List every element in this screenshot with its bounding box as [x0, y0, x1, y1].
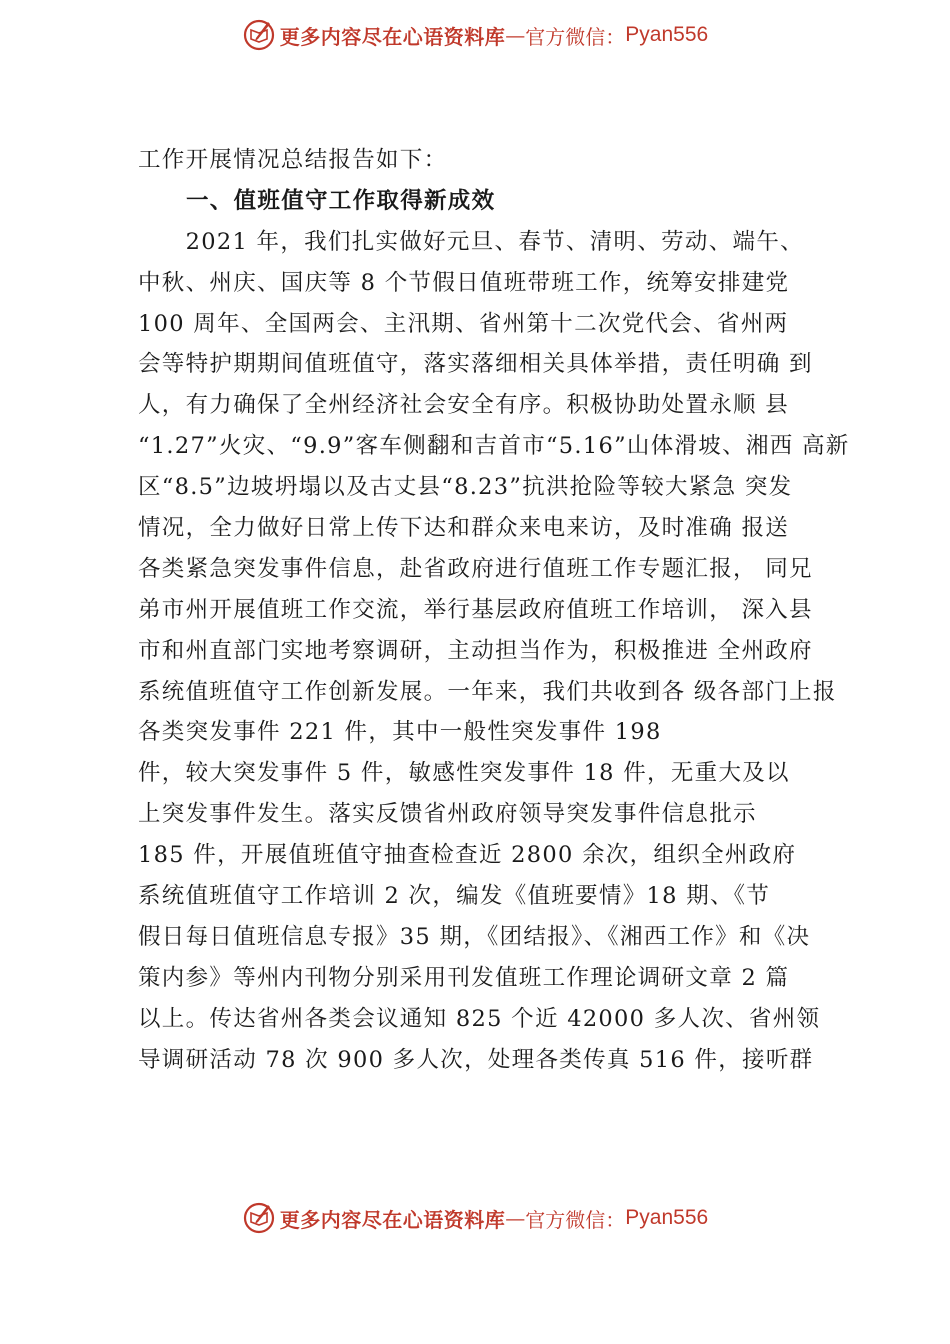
watermark-header: [0, 15, 950, 55]
paragraph-line: 会等特护期期间值班值守，落实落细相关具体举措，责任明确 到: [138, 351, 813, 378]
paragraph-line: 情况，全力做好日常上传下达和群众来电来访，及时准确 报送: [138, 515, 790, 542]
paragraph-line: 系统值班值守工作培训 2 次，编发《值班要情》18 期、《节: [138, 883, 771, 910]
watermark-wechat-id: Pyan556: [625, 1206, 709, 1229]
paragraph-line: 人，有力确保了全州经济社会安全有序。积极协助处置永顺 县: [138, 392, 790, 419]
section-heading: 一、值班值守工作取得新成效: [186, 187, 496, 214]
watermark-separator: —: [505, 23, 526, 47]
paragraph-line: 弟市州开展值班工作交流，举行基层政府值班工作培训， 深入县: [138, 596, 813, 623]
paragraph-line: 件，较大突发事件 5 件，敏感性突发事件 18 件，无重大及以: [138, 760, 790, 787]
paragraph-line: 各类突发事件 221 件，其中一般性突发事件 198: [138, 719, 662, 746]
watermark-wechat-label: 官方微信：: [525, 24, 626, 49]
watermark-separator: —: [505, 1206, 526, 1230]
paragraph-line: 工作开展情况总结报告如下：: [138, 147, 448, 173]
paragraph-line: 185 件，开展值班值守抽查检查近 2800 余次，组织全州政府: [138, 842, 797, 869]
book-quill-logo-icon: [242, 18, 276, 52]
paragraph-line: 2021 年，我们扎实做好元旦、春节、清明、劳动、端午、: [138, 228, 804, 255]
document-body: [138, 140, 858, 1080]
paragraph-line: 系统值班值守工作创新发展。一年来，我们共收到各 级各部门上报: [138, 678, 837, 705]
watermark-wechat-label: 官方微信：: [525, 1207, 626, 1232]
paragraph-line: 市和州直部门实地考察调研，主动担当作为，积极推进 全州政府: [138, 637, 813, 664]
paragraph-line: 假日每日值班信息专报》35 期，《团结报》、《湘西工作》和《决: [138, 923, 811, 950]
paragraph-line: “1.27”火灾、“9.9”客车侧翻和吉首市“5.16”山体滑坡、湘西 高新: [138, 433, 850, 460]
paragraph-line: 策内参》等州内刊物分别采用刊发值班工作理论调研文章 2 篇: [138, 964, 790, 991]
watermark-footer: [0, 1198, 950, 1238]
watermark-site-text: 更多内容尽在心语资料库: [279, 24, 506, 49]
paragraph-line: 各类紧急突发事件信息，赴省政府进行值班工作专题汇报， 同兄: [138, 555, 813, 582]
paragraph-line: 导调研活动 78 次 900 多人次，处理各类传真 516 件，接听群: [138, 1046, 814, 1073]
paragraph-line: 中秋、州庆、国庆等 8 个节假日值班带班工作，统筹安排建党: [138, 269, 790, 296]
paragraph-line: 以上。传达省州各类会议通知 825 个近 42000 多人次、省州领: [138, 1005, 821, 1032]
paragraph-line: 上突发事件发生。落实反馈省州政府领导突发事件信息批示: [138, 801, 757, 828]
watermark-wechat-id: Pyan556: [625, 23, 709, 46]
watermark-site-text: 更多内容尽在心语资料库: [279, 1207, 506, 1232]
paragraph-line: 100 周年、全国两会、主汛期、省州第十二次党代会、省州两: [138, 310, 789, 337]
paragraph-line: 区“8.5”边坡坍塌以及古丈县“8.23”抗洪抢险等较大紧急 突发: [138, 474, 793, 501]
book-quill-logo-icon: [242, 1201, 276, 1235]
